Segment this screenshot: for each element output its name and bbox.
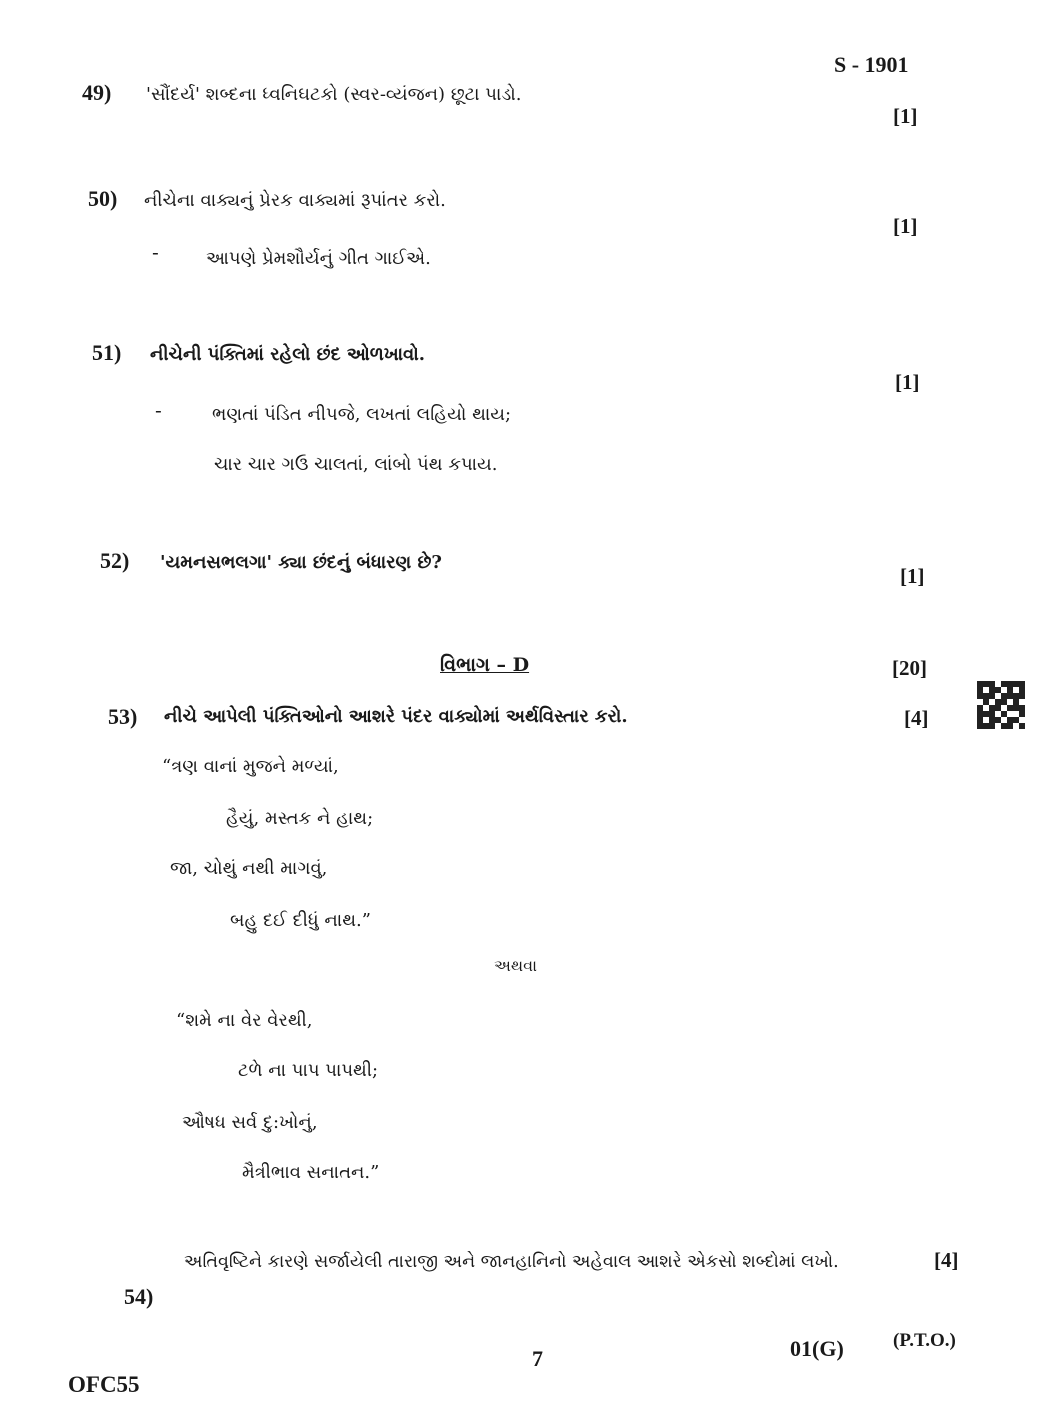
question-52-marks: [1] <box>900 564 925 588</box>
poem-1-line-1: “ત્રણ વાનાં મુજને મળ્યાં, <box>162 756 339 777</box>
section-d-title: વિભાગ – D <box>440 654 530 676</box>
question-51-dash: - <box>155 398 162 422</box>
question-49-number: 49) <box>82 80 112 105</box>
question-50-text: નીચેના વાક્યનું પ્રેરક વાક્યમાં રૂપાંતર કરો. <box>144 190 446 211</box>
question-50-dash: - <box>152 240 159 264</box>
pto-label: (P.T.O.) <box>893 1330 956 1351</box>
question-52-number: 52) <box>100 548 130 573</box>
question-49-text: 'સૌંદર્ય' શબ્દના ધ્વનિઘટકો (સ્વર-વ્યંજન) છૂટા પાડો. <box>146 84 522 105</box>
page-number: 7 <box>532 1346 543 1371</box>
or-separator: અથવા <box>494 956 538 975</box>
poem-2-line-4: મૈત્રીભાવ સનાતન.” <box>242 1162 380 1183</box>
question-50-marks: [1] <box>893 214 918 238</box>
question-51-line-2: ચાર ચાર ગઉ ચાલતાં, લાંબો પંથ કપાય. <box>214 454 498 475</box>
question-51-number: 51) <box>92 340 122 365</box>
paper-code: S - 1901 <box>834 52 909 77</box>
poem-1-line-4: બહુ દઈ દીધું નાથ.” <box>230 910 371 931</box>
question-51-line-1: ભણતાં પંડિત નીપજે, લખતાં લહિયો થાય; <box>212 404 512 425</box>
question-52-text: 'યમનસભલગા' ક્યા છંદનું બંધારણ છે? <box>160 552 442 573</box>
question-51-text: નીચેની પંક્તિમાં રહેલો છંદ ઓળખાવો. <box>150 344 426 365</box>
question-50-line-1: આપણે પ્રેમશૌર્યનું ગીત ગાઈએ. <box>206 248 431 269</box>
qr-code-icon <box>977 681 1025 729</box>
poem-2-line-2: ટળે ના પાપ પાપથી; <box>238 1060 379 1081</box>
poem-1-line-3: જા, ચોથું નથી માગવું, <box>170 858 328 879</box>
question-53-number: 53) <box>108 704 138 729</box>
bottom-code: OFC55 <box>68 1372 140 1397</box>
question-54-text: અતિવૃષ્ટિને કારણે સર્જાયેલી તારાજી અને જાનહાનિનો અહેવાલ આશરે એકસો શબ્દોમાં લખો. <box>184 1252 839 1272</box>
question-54-number: 54) <box>124 1284 154 1309</box>
set-code: 01(G) <box>790 1336 844 1361</box>
poem-2-line-1: “શમે ના વેર વેરથી, <box>176 1010 313 1031</box>
question-53-text: નીચે આપેલી પંક્તિઓનો આશરે પંદર વાક્યોમાં અર્થવિસ્તાર કરો. <box>164 706 628 727</box>
question-51-marks: [1] <box>895 370 920 394</box>
question-49-marks: [1] <box>893 104 918 128</box>
poem-2-line-3: ઔષધ સર્વ દુ:ખોનું, <box>182 1112 318 1133</box>
question-54-marks: [4] <box>934 1248 959 1272</box>
poem-1-line-2: હૈયું, મસ્તક ને હાથ; <box>226 808 374 829</box>
question-53-marks: [4] <box>904 706 929 730</box>
question-50-number: 50) <box>88 186 118 211</box>
section-d-marks: [20] <box>892 656 927 680</box>
